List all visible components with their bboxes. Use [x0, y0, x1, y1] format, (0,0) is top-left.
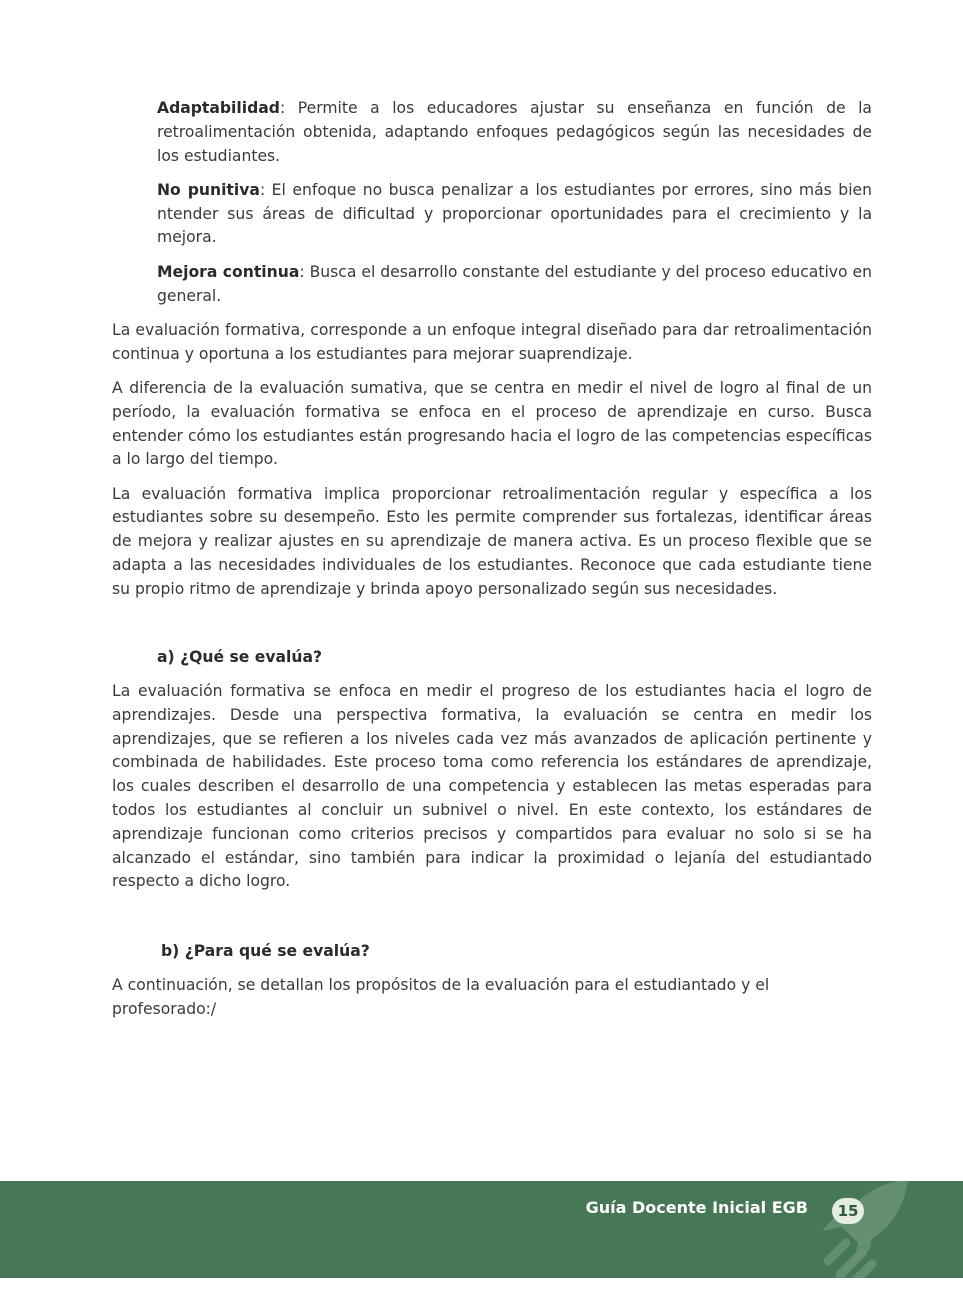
page-footer — [0, 1181, 963, 1278]
section-b-paragraph: A continuación, se detallan los propósitos de la evaluación para el estudiantado y el profesorado:/ — [112, 976, 770, 1019]
paragraph-intro: La evaluación formativa, corresponde a un enfoque integral diseñado para dar retroalimentación continua y oportuna a los estudiantes para mejorar suaprendizaje. — [112, 320, 872, 363]
item-term: Mejora continua — [157, 262, 300, 281]
item-no-punitiva — [157, 179, 872, 250]
bottom-margin — [0, 1278, 963, 1300]
page-number-badge: 15 — [832, 1198, 864, 1224]
item-adaptabilidad — [157, 97, 872, 168]
item-text: : El enfoque no busca penalizar a los estudiantes por errores, sino más bien ntender sus áreas de dificultad y proporcionar oportunidades para el crecimiento y la mejora. — [157, 180, 873, 247]
item-text: : Busca el desarrollo constante del estudiante y del proceso educativo en general. — [157, 262, 872, 305]
footer-title: Guía Docente Inicial EGB — [585, 1198, 808, 1217]
page-content — [112, 97, 872, 1033]
item-term: No punitiva — [157, 180, 260, 199]
section-a-heading: a) ¿Qué se evalúa? — [157, 647, 323, 666]
item-mejora-continua — [157, 261, 872, 309]
item-term: Adaptabilidad — [157, 99, 280, 117]
item-text: : Permite a los educadores ajustar su enseñanza en función de la retroalimentación obtenida, adaptando enfoques pedagógicos según las necesidades de los estudiantes. — [157, 99, 872, 165]
section-b-heading: b) ¿Para qué se evalúa? — [161, 942, 370, 961]
paragraph-feedback: La evaluación formativa implica proporcionar retroalimentación regular y específica a los estudiantes sobre su desempeño. Esto les permite comprender sus fortalezas, identificar áreas de mejora y realizar ajustes en su aprendizaje de manera activa. Es un proceso flexible que se adapta a las necesidades individuales de los estudiantes. Reconoce que cada estudiante tiene su propio ritmo de aprendizaje y brinda apoyo personalizado según sus necesidades. — [112, 484, 872, 598]
paragraph-comparison: A diferencia de la evaluación sumativa, que se centra en medir el nivel de logro al final de un período, la evaluación formativa se enfoca en el proceso de aprendizaje en curso. Busca entender cómo los estudiantes están progresando hacia el logro de las competencias específicas a lo largo del tiempo. — [112, 378, 872, 469]
rocket-icon — [800, 1181, 930, 1278]
section-a-paragraph: La evaluación formativa se enfoca en medir el progreso de los estudiantes hacia el logro de aprendizajes. Desde una perspectiva formativa, la evaluación se centra en medir los aprendizajes, que se refieren a los niveles cada vez más avanzados de aplicación pertinente y combinada de habilidades. Este proceso toma como referencia los estándares de aprendizaje, los cuales describen el desarrollo de una competencia y establecen las metas esperadas para todos los estudiantes al concluir un subnivel o nivel. En este contexto, los estándares de aprendizaje funcionan como criterios precisos y compartidos para evaluar no solo si se ha alcanzado el estándar, sino también para indicar la proximidad o lejanía del estudiantado respecto a dicho logro. — [112, 681, 872, 891]
